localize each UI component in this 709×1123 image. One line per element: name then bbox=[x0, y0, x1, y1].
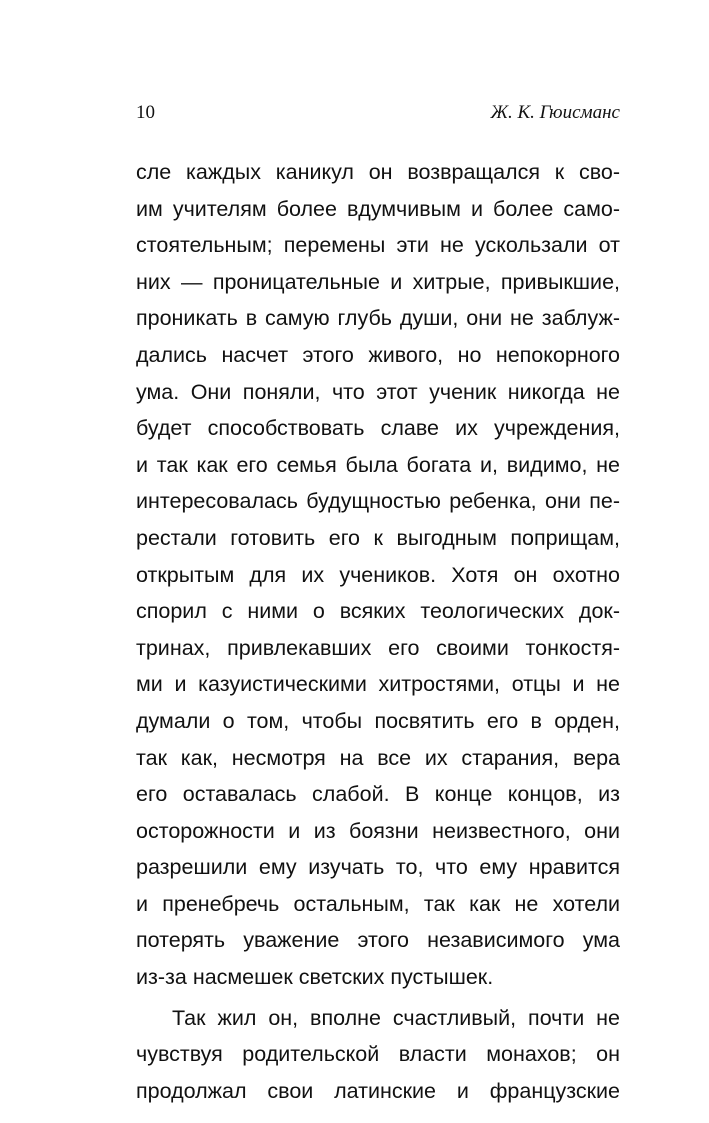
text-line: чувствуя родительской власти монахов; он bbox=[136, 1042, 620, 1067]
running-head bbox=[136, 102, 620, 130]
text-line: сле каждых каникул он возвращался к сво- bbox=[136, 160, 620, 184]
text-line: осторожности и из боязни неизвестного, они bbox=[136, 818, 620, 843]
text-line: его оставалась слабой. В конце концов, из bbox=[136, 782, 620, 807]
text-line: им учителям более вдумчивым и более само- bbox=[136, 196, 620, 221]
text-line: них — проницательные и хитрые, привыкшие, bbox=[136, 269, 620, 294]
text-line: и так как его семья была богата и, видимо, не bbox=[136, 452, 620, 477]
text-line: спорил с ними о всяких теологических док- bbox=[136, 599, 620, 624]
text-line: потерять уважение этого независимого ума bbox=[136, 928, 620, 953]
text-line: интересовалась будущностью ребенка, они пе- bbox=[136, 489, 620, 514]
text-line: разрешили ему изучать то, что ему нравится bbox=[136, 855, 620, 880]
paragraph-2 bbox=[136, 1000, 620, 1110]
text-line: ми и казуистическими хитростями, отцы и не bbox=[136, 672, 620, 697]
text-line: из-за насмешек светских пустышек. bbox=[136, 965, 494, 990]
text-line: проникать в самую глубь души, они не заблуж- bbox=[136, 306, 620, 331]
text-line: думали о том, чтобы посвятить его в орден, bbox=[136, 708, 620, 733]
paragraph-1 bbox=[136, 154, 620, 996]
text-line: так как, несмотря на все их старания, вера bbox=[136, 745, 620, 770]
body-text bbox=[136, 154, 620, 1109]
text-line: ума. Они поняли, что этот ученик никогда не bbox=[136, 379, 620, 404]
text-line: дались насчет этого живого, но непокорного bbox=[136, 342, 620, 367]
text-line: открытым для их учеников. Хотя он охотно bbox=[136, 562, 620, 587]
text-line: будет способствовать славе их учреждения, bbox=[136, 416, 620, 441]
text-line: тринах, привлекавших его своими тонкостя- bbox=[136, 635, 620, 660]
running-head-author: Ж. К. Гюисманс bbox=[490, 102, 620, 123]
text-line: Так жил он, вполне счастливый, почти не bbox=[172, 1005, 620, 1030]
text-line: стоятельным; перемены эти не ускользали от bbox=[136, 233, 620, 258]
text-line: и пренебречь остальным, так как не хотели bbox=[136, 891, 620, 916]
page-number: 10 bbox=[136, 102, 155, 123]
text-line: рестали готовить его к выгодным поприщам, bbox=[136, 525, 620, 550]
text-line: продолжал свои латинские и французские bbox=[136, 1078, 620, 1103]
